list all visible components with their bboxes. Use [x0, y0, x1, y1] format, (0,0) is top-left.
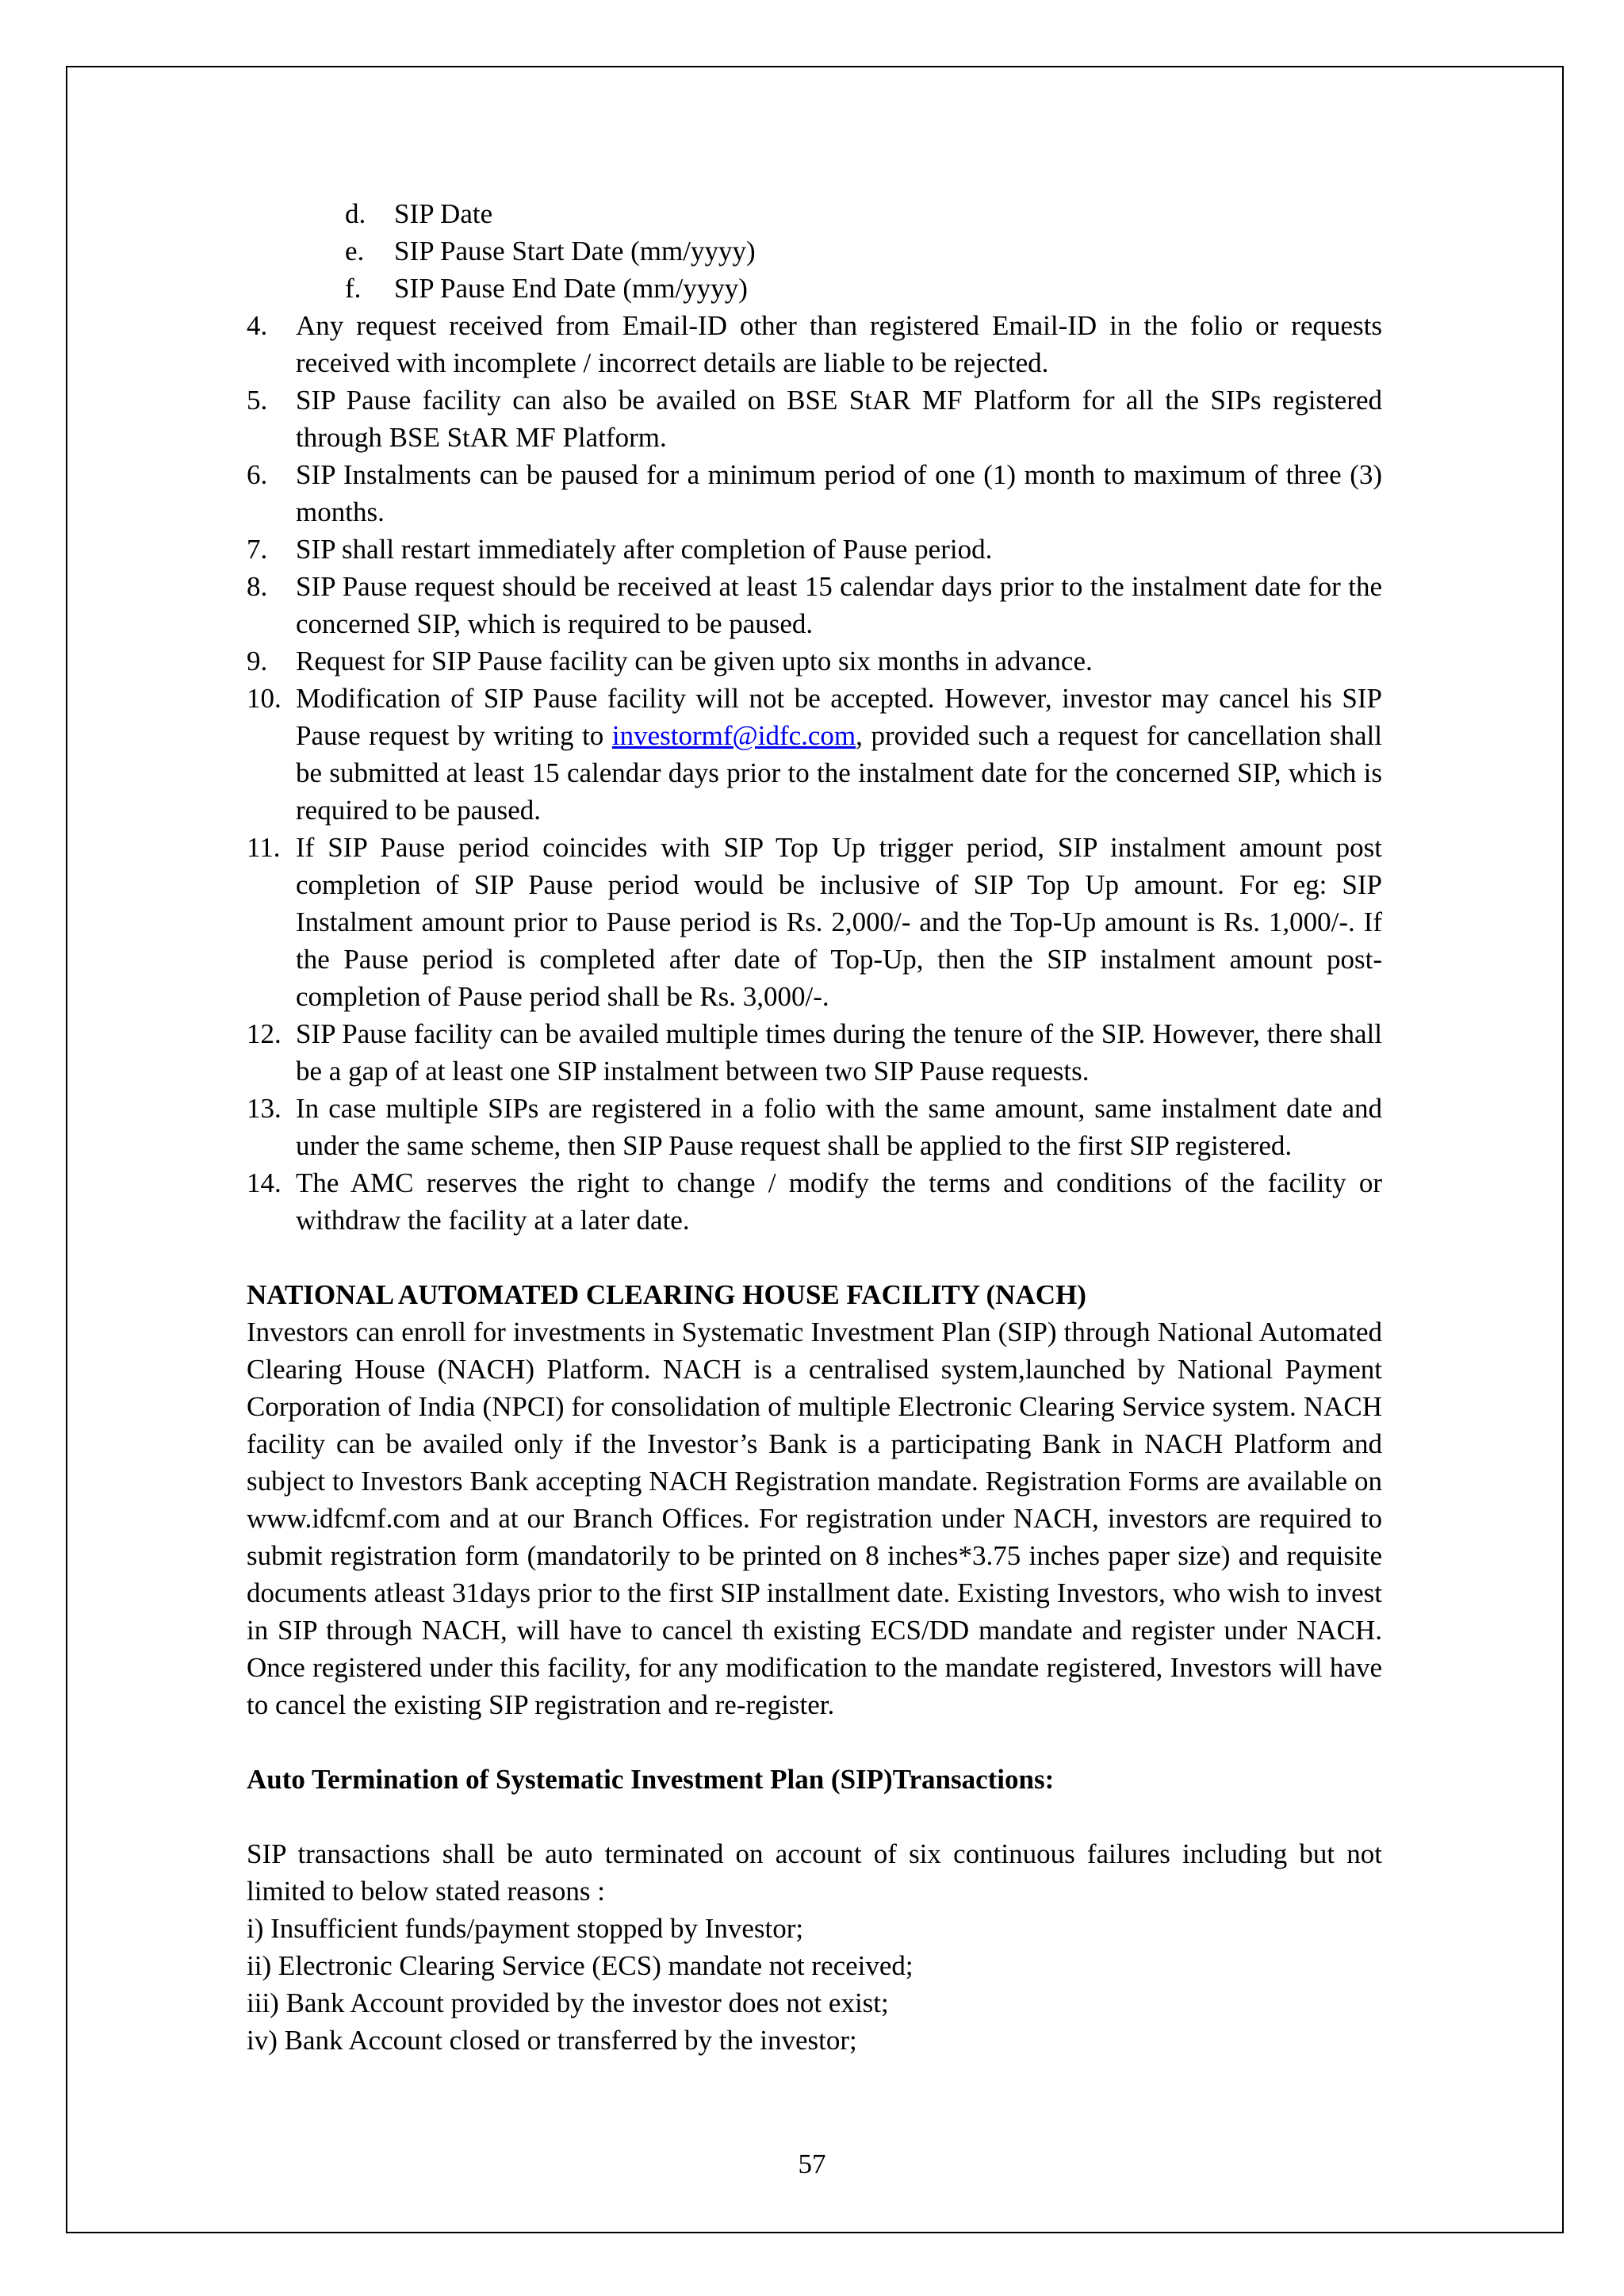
list-item-6 — [247, 456, 1382, 531]
list-item-number: 8. — [247, 571, 268, 602]
list-item-14 — [247, 1164, 1382, 1239]
nach-heading: NATIONAL AUTOMATED CLEARING HOUSE FACILITY (NACH) — [247, 1279, 1086, 1310]
sub-item-marker: e. — [345, 236, 365, 266]
page-content — [247, 195, 1382, 2059]
list-item-text: SIP Pause request should be received at least 15 calendar days prior to the instalment date for the concerned SIP, which is required to be paused. — [296, 571, 1382, 639]
list-item-number: 6. — [247, 459, 268, 490]
termination-reason: iii) Bank Account provided by the investor does not exist; — [247, 1987, 889, 2018]
list-item-number: 5. — [247, 385, 268, 416]
list-item-number: 14. — [247, 1167, 282, 1198]
sub-item-marker: f. — [345, 273, 362, 304]
termination-reason: iv) Bank Account closed or transferred by the investor; — [247, 2025, 857, 2056]
list-item-8 — [247, 568, 1382, 642]
list-item-number: 12. — [247, 1018, 282, 1049]
list-item-number: 13. — [247, 1093, 282, 1124]
page-number: 57 — [798, 2148, 826, 2179]
list-item-11 — [247, 829, 1382, 1015]
sub-item-e — [247, 232, 1382, 270]
list-item-text: SIP shall restart immediately after completion of Pause period. — [296, 534, 993, 565]
sub-item-text: SIP Pause Start Date (mm/yyyy) — [394, 236, 756, 266]
list-item-text: SIP Pause facility can be availed multiple times during the tenure of the SIP. However, there shall be a gap of at least one SIP instalment between two SIP Pause requests. — [296, 1018, 1382, 1087]
sub-list — [247, 195, 1382, 307]
list-item-13 — [247, 1090, 1382, 1164]
list-item-number: 9. — [247, 646, 268, 677]
list-item-7 — [247, 531, 1382, 568]
sub-item-d — [247, 195, 1382, 232]
nach-paragraph: Investors can enroll for investments in Systematic Investment Plan (SIP) through National Automated Clearing House (NACH) Platform. NACH is a centralised system,launched by National Payment Corporation of India (NPCI) for consolidation of multiple Electronic Clearing Service system. NACH facility can be availed only if the Investor’s Bank is a participating Bank in NACH Platform and subject to Investors Bank accepting NACH Registration mandate. Registration Forms are available on www.idfcmf.com and at our Branch Offices. For registration under NACH, investors are required to submit registration form (mandatorily to be printed on 8 inches*3.75 inches paper size) and requisite documents atleast 31days prior to the first SIP installment date. Existing Investors, who wish to invest in SIP through NACH, will have to cancel th existing ECS/DD mandate and register under NACH. Once registered under this facility, for any modification to the mandate registered, Investors will have to cancel the existing SIP registration and re-register. — [247, 1317, 1382, 1720]
list-item-text-after: , provided such a request for cancellation shall be submitted at least 15 calendar days prior to the instalment date for the concerned SIP, which is required to be paused. — [296, 720, 1382, 826]
auto-termination-heading: Auto Termination of Systematic Investment Plan (SIP)Transactions: — [247, 1764, 1055, 1795]
list-item-10 — [247, 680, 1382, 829]
auto-termination-intro: SIP transactions shall be auto terminated on account of six continuous failures including but not limited to below stated reasons : — [247, 1838, 1382, 1907]
list-item-4 — [247, 307, 1382, 381]
list-item-5 — [247, 381, 1382, 456]
list-item-text: The AMC reserves the right to change / modify the terms and conditions of the facility or withdraw the facility at a later date. — [296, 1167, 1382, 1236]
sub-item-f — [247, 270, 1382, 307]
list-item-number: 10. — [247, 683, 282, 714]
termination-reason: ii) Electronic Clearing Service (ECS) mandate not received; — [247, 1950, 914, 1981]
email-link[interactable]: investormf@idfc.com — [611, 720, 856, 751]
list-item-text: SIP Instalments can be paused for a minimum period of one (1) month to maximum of three (3) months. — [296, 459, 1382, 527]
list-item-text: Request for SIP Pause facility can be given upto six months in advance. — [296, 646, 1093, 677]
list-item-9 — [247, 642, 1382, 680]
list-item-text-before: Modification of SIP Pause facility will not be accepted. However, investor may cancel his SIP Pause request by writing to — [296, 683, 1382, 751]
list-item-text: In case multiple SIPs are registered in a folio with the same amount, same instalment date and under the same scheme, then SIP Pause request shall be applied to the first SIP registered. — [296, 1093, 1382, 1161]
list-item-number: 4. — [247, 310, 268, 341]
list-item-number: 11. — [247, 832, 281, 863]
sub-item-marker: d. — [345, 198, 366, 229]
list-item-text: Any request received from Email-ID other than registered Email-ID in the folio or requests received with incomplete / incorrect details are liable to be rejected. — [296, 310, 1382, 378]
list-item-12 — [247, 1015, 1382, 1090]
list-item-text: SIP Pause facility can also be availed on BSE StAR MF Platform for all the SIPs registered through BSE StAR MF Platform. — [296, 385, 1382, 453]
list-item-number: 7. — [247, 534, 268, 565]
sub-item-text: SIP Pause End Date (mm/yyyy) — [394, 273, 748, 304]
sub-item-text: SIP Date — [394, 198, 493, 229]
list-item-text: If SIP Pause period coincides with SIP Top Up trigger period, SIP instalment amount post completion of SIP Pause period would be inclusive of SIP Top Up amount. For eg: SIP Instalment amount prior to Pause period is Rs. 2,000/- and the Top-Up amount is Rs. 1,000/-. If the Pause period is completed after date of Top-Up, then the SIP instalment amount post-completion of Pause period shall be Rs. 3,000/-. — [296, 832, 1382, 1012]
numbered-list — [247, 307, 1382, 1239]
termination-reason: i) Insufficient funds/payment stopped by Investor; — [247, 1913, 804, 1944]
